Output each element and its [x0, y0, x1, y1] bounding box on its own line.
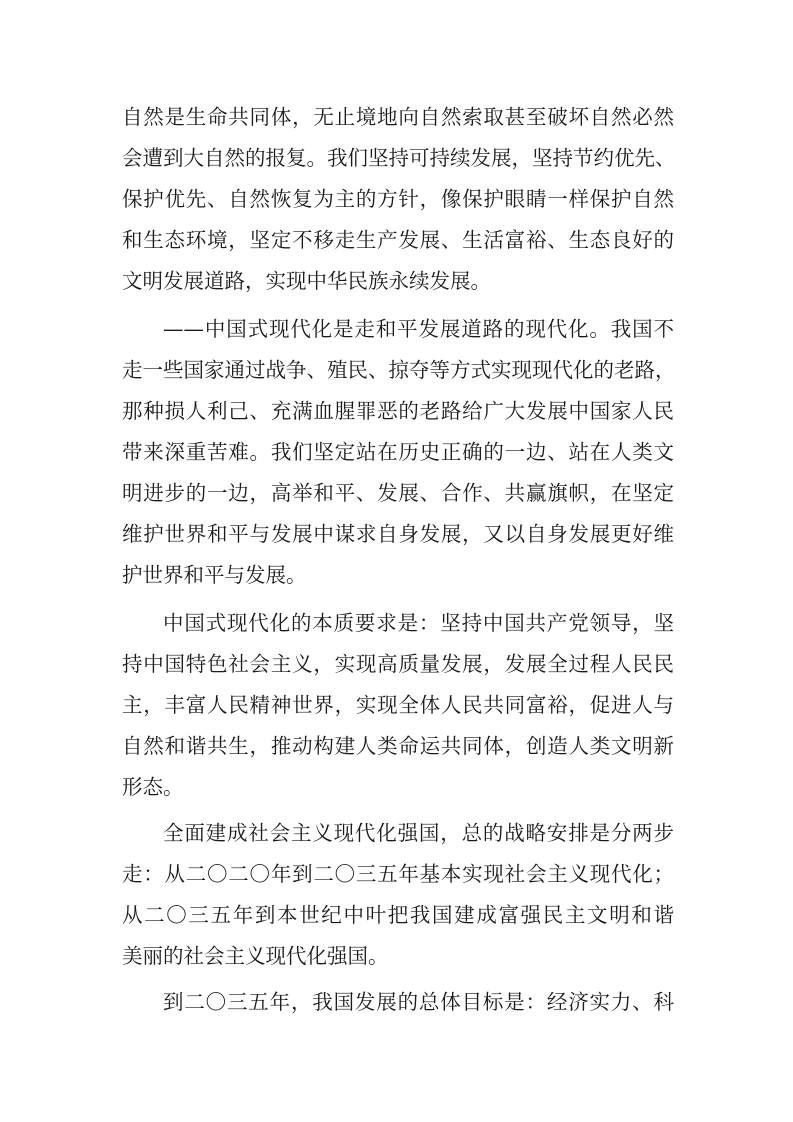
text-line: 和生态环境，坚定不移走生产发展、生活富裕、生态良好的 [122, 228, 674, 252]
text-line: 明进步的一边，高举和平、发展、合作、共赢旗帜，在坚定 [122, 481, 674, 505]
text-line: 维护世界和平与发展中谋求自身发展，又以自身发展更好维 [122, 522, 674, 546]
text-line: 护世界和平与发展。 [122, 563, 307, 587]
text-line: 持中国特色社会主义，实现高质量发展，发展全过程人民民 [122, 652, 674, 676]
text-line: 自然是生命共同体，无止境地向自然索取甚至破坏自然必然 [122, 105, 674, 129]
text-line: 自然和谐共生，推动构建人类命运共同体，创造人类文明新 [122, 734, 674, 758]
text-line: 到二〇三五年，我国发展的总体目标是：经济实力、科 [163, 990, 674, 1014]
text-line: 全面建成社会主义现代化强国，总的战略安排是分两步 [163, 821, 674, 845]
text-line: 美丽的社会主义现代化强国。 [122, 944, 389, 968]
text-line: 中国式现代化的本质要求是：坚持中国共产党领导，坚 [163, 611, 674, 635]
text-line: ——中国式现代化是走和平发展道路的现代化。我国不 [163, 317, 674, 341]
text-line: 文明发展道路，实现中华民族永续发展。 [122, 269, 491, 293]
text-line: 主，丰富人民精神世界，实现全体人民共同富裕，促进人与 [122, 693, 674, 717]
text-line: 从二〇三五年到本世纪中叶把我国建成富强民主文明和谐 [122, 903, 674, 927]
text-line: 走一些国家通过战争、殖民、掠夺等方式实现现代化的老路， [122, 358, 676, 382]
text-line: 走：从二〇二〇年到二〇三五年基本实现社会主义现代化； [122, 862, 674, 886]
text-line: 会遭到大自然的报复。我们坚持可持续发展，坚持节约优先、 [122, 146, 676, 170]
text-line: 形态。 [122, 775, 184, 799]
text-line: 带来深重苦难。我们坚定站在历史正确的一边、站在人类文 [122, 440, 674, 464]
text-line: 那种损人利己、充满血腥罪恶的老路给广大发展中国家人民 [122, 399, 674, 423]
text-line: 保护优先、自然恢复为主的方针，像保护眼睛一样保护自然 [122, 187, 674, 211]
